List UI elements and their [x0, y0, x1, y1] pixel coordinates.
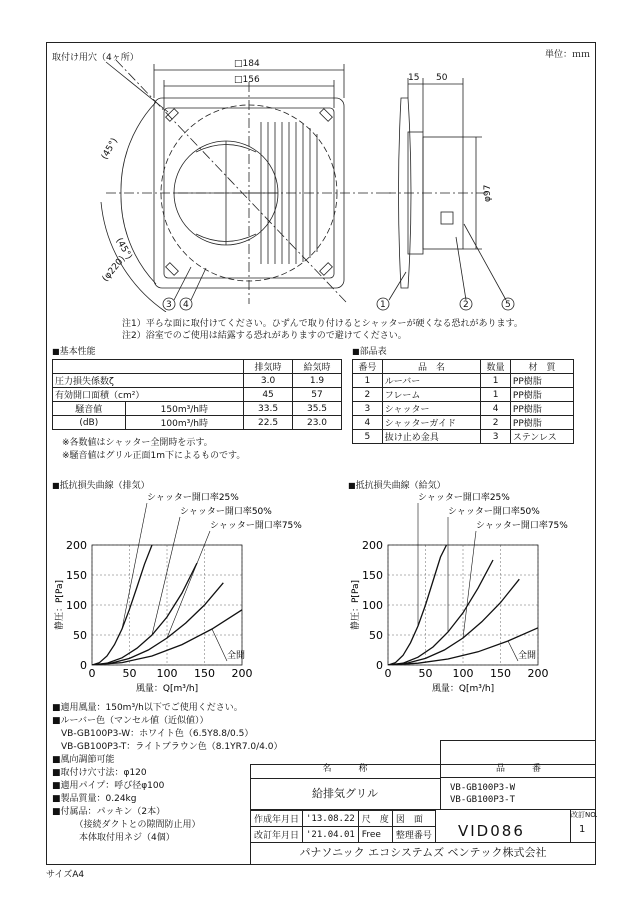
- series-label: シャッター開口率50%: [448, 507, 540, 517]
- chart-exhaust: [52, 490, 317, 700]
- company-name: パナソニック エコシステムズ ベンテック株式会社: [250, 842, 596, 865]
- series-line: [388, 560, 493, 665]
- spec-line-4: ■風向調節可能: [52, 755, 115, 765]
- table-row: 2 フレーム 1 PP樹脂: [353, 388, 574, 402]
- spec-line-8: ■付属品：パッキン（2本）: [52, 807, 166, 817]
- table-row: (dB) 100m³/h時 22.5 23.0: [53, 416, 342, 430]
- table-row: 騒音値 150m³/h時 33.5 35.5: [53, 402, 342, 416]
- y-axis-label: 静圧：P[Pa]: [351, 580, 361, 630]
- number-header: 品 番: [440, 764, 596, 778]
- paper-size: サイズA4: [46, 870, 85, 880]
- mounting-holes-label: 取付け用穴（4ヶ所）: [52, 53, 139, 63]
- callout-5: 5: [505, 300, 511, 310]
- series-label: シャッター開口率75%: [210, 521, 302, 531]
- x-tick-label: 200: [527, 667, 549, 680]
- spec-line-2: VB-GB100P3-W：ホワイト色（6.5Y8.8/0.5）: [52, 729, 254, 739]
- technical-drawing: [46, 42, 596, 312]
- table-row: 4 シャッターガイド 2 PP樹脂: [353, 416, 574, 430]
- name-header: 名 称: [250, 764, 440, 779]
- spec-line-7: ■製品質量：0.24kg: [52, 794, 137, 804]
- y-tick-label: 200: [66, 539, 87, 552]
- table-row: 有効開口面積（cm²） 45 57: [53, 388, 342, 402]
- series-leader: [212, 629, 227, 661]
- mount-hole-br: [320, 263, 333, 276]
- performance-footnote-2: ※騒音値はグリル正面1m下によるものです。: [62, 451, 246, 461]
- spec-line-9: （接続ダクトとの隙間防止用）: [52, 820, 201, 830]
- spec-line-10: 本体取付用ネジ（4個）: [52, 833, 175, 843]
- part-number-w: VB-GB100P3-W: [450, 783, 516, 793]
- series-leader: [508, 641, 518, 661]
- title-block: [250, 740, 596, 865]
- mount-hole-bl: [166, 263, 179, 276]
- series-line: [388, 579, 519, 665]
- series-label: シャッター開口率75%: [476, 521, 568, 531]
- unit-label: 単位：ｍｍ: [545, 50, 591, 60]
- series-line: [92, 583, 223, 665]
- angle-45b: (45°): [113, 236, 134, 262]
- x-tick-label: 50: [418, 667, 433, 680]
- spec-line-3: VB-GB100P3-T：ライトブラウン色（8.1YR7.0/4.0）: [52, 742, 283, 752]
- mount-hole-tr: [320, 109, 333, 122]
- x-tick-label: 150: [490, 667, 511, 680]
- y-tick-label: 0: [80, 659, 87, 672]
- performance-footnote-1: ※各数値はシャッター全開時を示す。: [62, 438, 213, 448]
- y-tick-label: 50: [369, 629, 383, 642]
- revision-no: 1: [579, 824, 586, 835]
- series-line: [92, 563, 197, 665]
- x-tick-label: 150: [194, 667, 215, 680]
- y-tick-label: 50: [73, 629, 87, 642]
- series-leader: [463, 531, 476, 638]
- revision-label: 改訂NO.: [571, 811, 598, 819]
- x-tick-label: 50: [122, 667, 137, 680]
- dim-50: 50: [436, 73, 448, 83]
- callout-3: 3: [166, 300, 172, 310]
- x-axis-label: 風量：Q[m³/h]: [431, 684, 495, 694]
- parts-table: 番号 品 名 数量 材 質 1 ルーバー 1 PP樹脂 2 フレーム 1 PP樹脂 3 シャッター 4 PP樹脂 4 シャッターガイド 2 PP樹脂 5 抜け止め金具 3 ステンレス: [352, 359, 574, 444]
- x-tick-label: 100: [452, 667, 474, 680]
- series-label: シャッター開口率25%: [147, 493, 239, 503]
- dim-15: 15: [408, 73, 420, 83]
- y-tick-label: 150: [66, 569, 87, 582]
- y-tick-label: 100: [362, 599, 383, 612]
- note-1: 注1）平らな面に取付けてください。ひずんで取り付けるとシャッターが硬くなる恐れがあります。: [122, 319, 523, 329]
- y-tick-label: 0: [376, 659, 383, 672]
- parts-title: ■ 部品表: [352, 346, 387, 358]
- series-label: シャッター開口率25%: [418, 493, 510, 503]
- angle-45a: (45°): [99, 136, 121, 162]
- y-tick-label: 200: [362, 539, 383, 552]
- spec-line-1: ■ルーバー色（マンセル値（近似値））: [52, 716, 209, 726]
- x-tick-label: 0: [384, 667, 392, 680]
- table-row: 圧力損失係数ζ 3.0 1.9: [53, 374, 342, 388]
- spec-line-5: ■取付け穴寸法：φ120: [52, 768, 147, 778]
- series-label: 全開: [518, 651, 537, 661]
- part-number-t: VB-GB100P3-T: [450, 795, 516, 805]
- x-tick-label: 200: [231, 667, 253, 680]
- x-tick-label: 100: [156, 667, 178, 680]
- drawing-number: VID086: [458, 822, 525, 840]
- series-label: シャッター開口率50%: [180, 507, 272, 517]
- dia-220: (φ220): [100, 254, 128, 284]
- x-axis-label: 風量：Q[m³/h]: [135, 684, 199, 694]
- note-2: 注2）浴室でのご使用は結露する恐れがありますので避けてください。: [122, 331, 407, 341]
- callout-4: 4: [183, 300, 189, 310]
- table-row: 1 ルーバー 1 PP樹脂: [353, 374, 574, 388]
- table-row: 5 抜け止め金具 3 ステンレス: [353, 430, 574, 444]
- y-tick-label: 100: [66, 599, 87, 612]
- chart-supply: [348, 490, 588, 700]
- spec-line-6: ■適用パイプ：呼び径φ100: [52, 781, 165, 791]
- x-tick-label: 0: [88, 667, 96, 680]
- series-leader: [167, 531, 210, 638]
- series-label: 全開: [227, 651, 246, 661]
- y-axis-label: 静圧：P[Pa]: [55, 580, 65, 630]
- dia-97: φ97: [483, 184, 493, 202]
- performance-title: ■ 基本性能: [52, 346, 96, 358]
- spec-line-0: ■適用風量：150m³/h以下でご使用ください。: [52, 703, 243, 713]
- table-row: 3 シャッター 4 PP樹脂: [353, 402, 574, 416]
- y-tick-label: 150: [362, 569, 383, 582]
- product-name: 給排気グリル: [250, 778, 440, 810]
- dim-184: □184: [234, 59, 260, 69]
- dates-table: 作成年月日 '13.08.22 尺 度 図 面 改訂年月日 '21.04.01 Free 整理番号: [250, 810, 436, 843]
- chart-supply-title: ■ 抵抗損失曲線（給気）: [348, 480, 446, 492]
- chart-exhaust-title: ■ 抵抗損失曲線（排気）: [52, 480, 150, 492]
- performance-table: 排気時 給気時 圧力損失係数ζ 3.0 1.9 有効開口面積（cm²） 45 57 騒音値 150m³/h時 33.5 35.5 (dB) 100m³/h時 22.5 23.0: [52, 359, 342, 430]
- callout-1: 1: [380, 300, 386, 310]
- dim-156: □156: [234, 75, 260, 85]
- callout-2: 2: [463, 300, 469, 310]
